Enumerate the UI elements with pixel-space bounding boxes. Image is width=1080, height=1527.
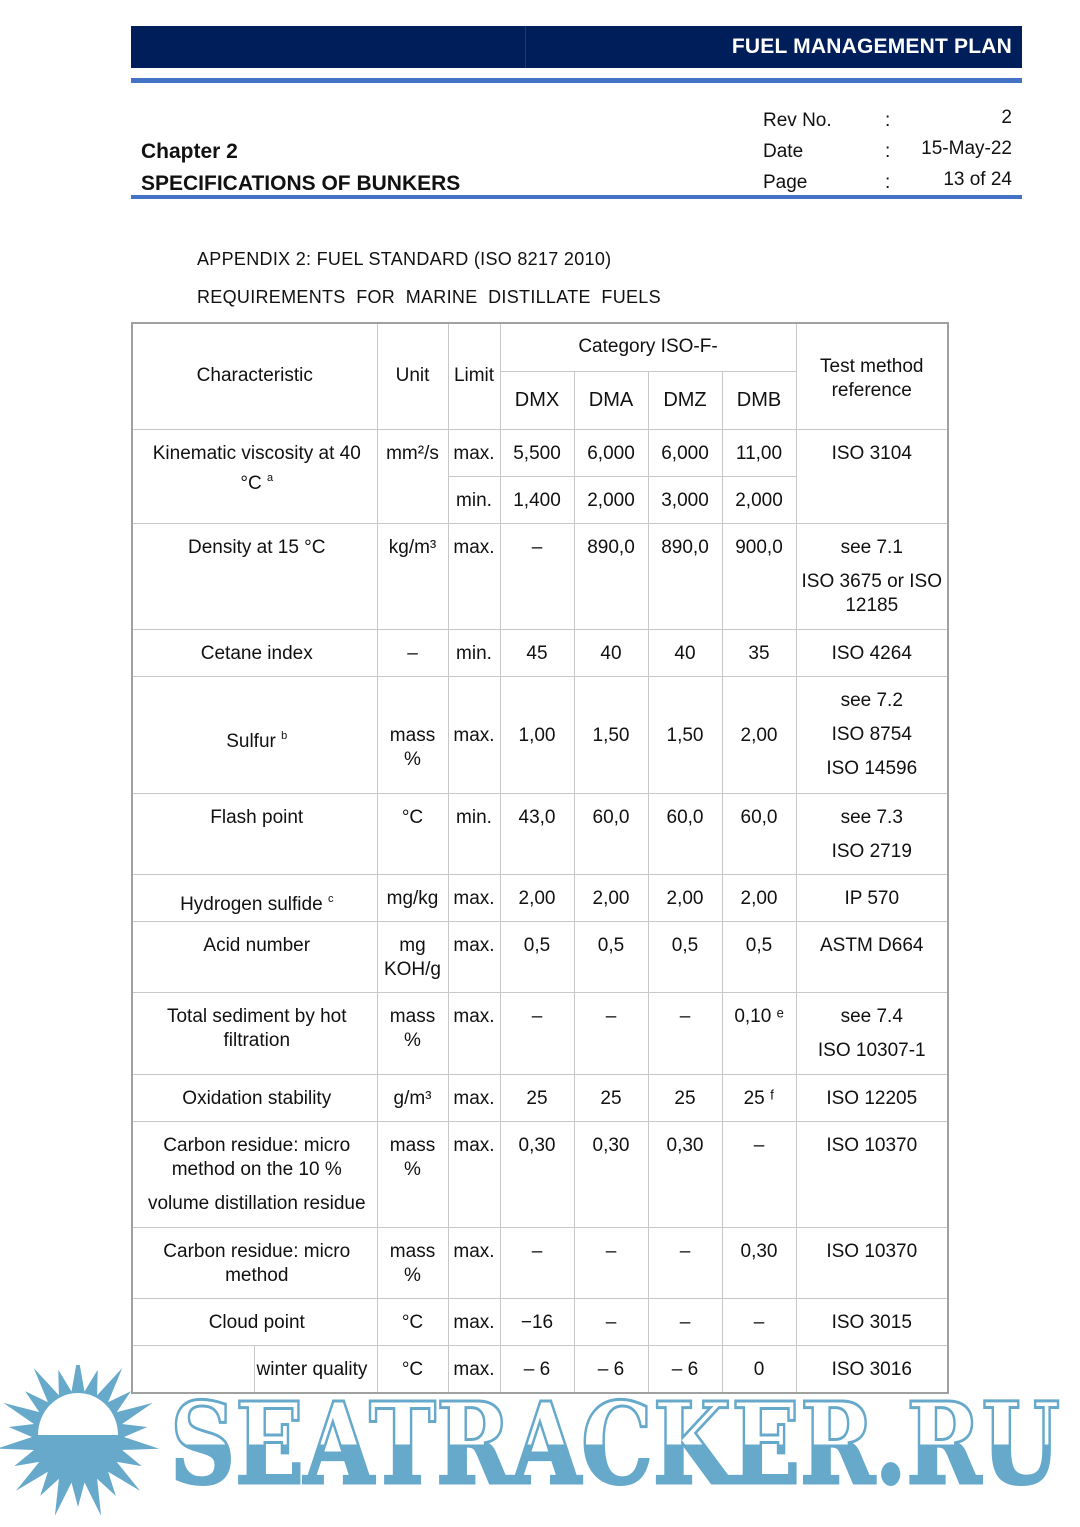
limit-cell: max. [448,1227,500,1298]
value-cell-dmx: −16 [500,1298,574,1345]
characteristic-cell [132,874,377,921]
value-cell-dmx: 0,5 [500,921,574,992]
test-method-cell [796,921,948,992]
limit-cell: max. [448,1121,500,1227]
test-method-cell [796,676,948,793]
characteristic-text: Carbon residue: micro method [163,1240,351,1286]
value-cell-dmz: 6,000 [648,429,722,476]
limit-cell: max. [448,429,500,476]
appendix-title: APPENDIX 2: FUEL STANDARD (ISO 8217 2010) [197,249,612,269]
limit-cell: max. [448,921,500,992]
characteristic-text: Oxidation stability [182,1087,332,1109]
characteristic-text: Carbon residue: micro method on the 10 % [163,1134,351,1180]
value-cell-dmb: 2,00 [722,676,796,793]
value-cell-dmb: 60,0 [722,793,796,874]
value-cell-dma: – 6 [574,1345,648,1393]
table-row [132,874,948,921]
header-banner [131,26,1022,68]
limit-cell: max. [448,1345,500,1393]
header-grade-dma: DMA [574,371,648,429]
unit-cell: °C [377,1345,448,1393]
value-cell-dmb: 2,00 [722,874,796,921]
characteristic-cell: winter quality [254,1345,377,1393]
unit-cell: – [377,629,448,676]
chapter-number: Chapter 2 [141,140,238,163]
characteristic-cell [132,1227,377,1298]
table-row [132,921,948,992]
characteristic-text: Total sediment by hot filtration [166,1005,347,1051]
specifications-table [131,322,949,1394]
test-method-cell [796,1121,948,1227]
test-method-cell [796,992,948,1074]
test-method-cell [796,1298,948,1345]
value-cell-dmx: 1,400 [500,476,574,523]
value-cell-dmz: 25 [648,1074,722,1121]
value-cell-dmb: 2,000 [722,476,796,523]
unit-cell: mg KOH/g [377,921,448,992]
unit-cell: mass % [377,676,448,793]
value-cell-dmx: 45 [500,629,574,676]
characteristic-cell [132,1121,377,1227]
unit-cell: kg/m³ [377,523,448,629]
value-cell-dma: – [574,1298,648,1345]
header-rule [131,78,1022,83]
characteristic-text: Acid number [203,934,311,956]
limit-cell: max. [448,992,500,1074]
value-cell-dmz: – [648,1227,722,1298]
header-limit: Limit [448,323,500,429]
header-bottom-rule [131,195,1022,199]
value-cell-dma: 1,50 [574,676,648,793]
test-method-cell [796,1074,948,1121]
test-method-line: see 7.2 [840,689,903,711]
header-grade-dmz: DMZ [648,371,722,429]
date-sep: : [885,141,891,162]
test-method-cell [796,629,948,676]
chapter-title: SPECIFICATIONS OF BUNKERS [141,172,461,195]
value-cell-dmb: 0,5 [722,921,796,992]
header-test-method: Test method reference [796,323,948,429]
characteristic-text: Sulfur [226,730,276,752]
unit-cell: mg/kg [377,874,448,921]
value-cell-dmz: 890,0 [648,523,722,629]
footnote-marker: a [266,471,274,484]
test-method-cell [796,1227,948,1298]
value-cell-dmb: – [722,1121,796,1227]
value-cell-dmb: – [722,1298,796,1345]
value-cell-dma: 6,000 [574,429,648,476]
test-method-line: ISO 10370 [826,1240,918,1262]
value-cell-dma: 60,0 [574,793,648,874]
test-method-line: see 7.4 [840,1005,903,1027]
test-method-cell [796,793,948,874]
page-sep: : [885,172,891,193]
limit-cell: max. [448,1298,500,1345]
test-method-line: ISO 10307-1 [817,1039,926,1061]
limit-cell: min. [448,476,500,523]
characteristic-text: Cloud point [208,1311,305,1333]
value-cell-dmx: 1,00 [500,676,574,793]
test-method-line: see 7.1 [840,536,903,558]
test-method-line: ISO 14596 [826,757,918,779]
unit-cell: g/m³ [377,1074,448,1121]
header-category: Category ISO-F- [500,323,796,371]
test-method-line: see 7.3 [840,806,903,828]
unit-cell: °C [377,793,448,874]
value-cell-dmx: 5,500 [500,429,574,476]
value-cell-dma: 0,5 [574,921,648,992]
test-method-line: ISO 3016 [831,1358,912,1380]
table-row [132,992,948,1074]
test-method-cell [796,874,948,921]
characteristic-cell [132,429,377,523]
table-row [132,1121,948,1227]
test-method-line: ISO 2719 [831,840,912,862]
characteristic-cell [132,523,377,629]
value-cell-dmz: – [648,1298,722,1345]
value-cell-dma: 0,30 [574,1121,648,1227]
value-cell-dmb: 25 ᶠ [722,1074,796,1121]
table-row [132,1074,948,1121]
limit-cell: min. [448,629,500,676]
test-method-line: IP 570 [844,887,900,909]
test-method-line: ISO 8754 [831,723,912,745]
watermark-text: SEATRACKER.RU [170,1379,1060,1510]
header-grade-dmx: DMX [500,371,574,429]
value-cell-dma: – [574,1227,648,1298]
rev-value: 2 [1001,107,1012,128]
value-cell-dmz: – 6 [648,1345,722,1393]
characteristic-text: Hydrogen sulfide [180,893,323,915]
banner-divider [525,26,526,68]
limit-cell: max. [448,874,500,921]
value-cell-dmz: 60,0 [648,793,722,874]
characteristic-cell [132,793,377,874]
rev-label: Rev No. [763,110,832,131]
value-cell-dmb: 0 [722,1345,796,1393]
characteristic-text-cont: volume distillation residue [147,1192,366,1214]
test-method-line: ISO 12205 [826,1087,918,1109]
characteristic-cell [132,921,377,992]
value-cell-dmx: – 6 [500,1345,574,1393]
document-title: FUEL MANAGEMENT PLAN [731,35,1012,58]
unit-cell: mass % [377,1121,448,1227]
footnote-marker: c [327,892,334,905]
value-cell-dma: 890,0 [574,523,648,629]
value-cell-dmb: 0,10 ᵉ [722,992,796,1074]
characteristic-cell [132,992,377,1074]
value-cell-dmb: 35 [722,629,796,676]
limit-cell: max. [448,676,500,793]
characteristic-text: Flash point [210,806,304,828]
value-cell-dmx: 2,00 [500,874,574,921]
test-method-cell [796,523,948,629]
table-row [132,1227,948,1298]
value-cell-dma: – [574,992,648,1074]
value-cell-dmz: 1,50 [648,676,722,793]
value-cell-dma: 40 [574,629,648,676]
appendix-subtitle: REQUIREMENTS FOR MARINE DISTILLATE FUELS [197,287,661,307]
date-label: Date [763,141,804,162]
rev-sep: : [885,110,891,131]
page-label: Page [763,172,808,193]
table-row [132,1298,948,1345]
table-row [132,523,948,629]
header-unit: Unit [377,323,448,429]
value-cell-dma: 2,000 [574,476,648,523]
table-row [132,676,948,793]
unit-cell: mass % [377,1227,448,1298]
value-cell-dmx: – [500,992,574,1074]
limit-cell: max. [448,1074,500,1121]
value-cell-dmb: 0,30 [722,1227,796,1298]
sun-logo-icon [0,1365,159,1516]
unit-cell: mm²/s [377,429,448,523]
test-method-line: ISO 4264 [831,642,912,664]
characteristic-cell [132,1074,377,1121]
characteristic-cell [132,676,377,793]
value-cell-dmz: 40 [648,629,722,676]
test-method-line: ISO 3675 or ISO 12185 [801,570,942,616]
value-cell-dmx: 43,0 [500,793,574,874]
characteristic-cell [132,1298,377,1345]
unit-cell: °C [377,1298,448,1345]
seatracker-watermark [0,1365,1080,1527]
table-row [132,793,948,874]
footnote-marker: b [281,729,288,742]
header-grade-dmb: DMB [722,371,796,429]
characteristic-text: Kinematic viscosity at 40 °C [152,442,361,494]
limit-cell: min. [448,793,500,874]
value-cell-dmz: 3,000 [648,476,722,523]
test-method-line: ISO 3015 [831,1311,912,1333]
table-row [132,629,948,676]
characteristic-text: Cetane index [200,642,313,664]
test-method-cell [796,429,948,523]
value-cell-dmz: 0,5 [648,921,722,992]
value-cell-dmz: – [648,992,722,1074]
value-cell-dmz: 2,00 [648,874,722,921]
value-cell-dmx: – [500,1227,574,1298]
page-value: 13 of 24 [943,169,1012,190]
value-cell-dmz: 0,30 [648,1121,722,1227]
value-cell-dma: 2,00 [574,874,648,921]
value-cell-dmx: – [500,523,574,629]
characteristic-cell [132,629,377,676]
value-cell-dmx: 0,30 [500,1121,574,1227]
test-method-line: ISO 3104 [831,442,912,464]
header-characteristic: Characteristic [132,323,377,429]
table-row [132,429,948,476]
test-method-line: ISO 10370 [826,1134,918,1156]
test-method-line: ASTM D664 [820,934,924,956]
unit-cell: mass % [377,992,448,1074]
limit-cell: max. [448,523,500,629]
value-cell-dma: 25 [574,1074,648,1121]
value-cell-dmx: 25 [500,1074,574,1121]
characteristic-text: Density at 15 °C [188,536,326,558]
value-cell-dmb: 900,0 [722,523,796,629]
date-value: 15-May-22 [921,138,1012,159]
value-cell-dmb: 11,00 [722,429,796,476]
